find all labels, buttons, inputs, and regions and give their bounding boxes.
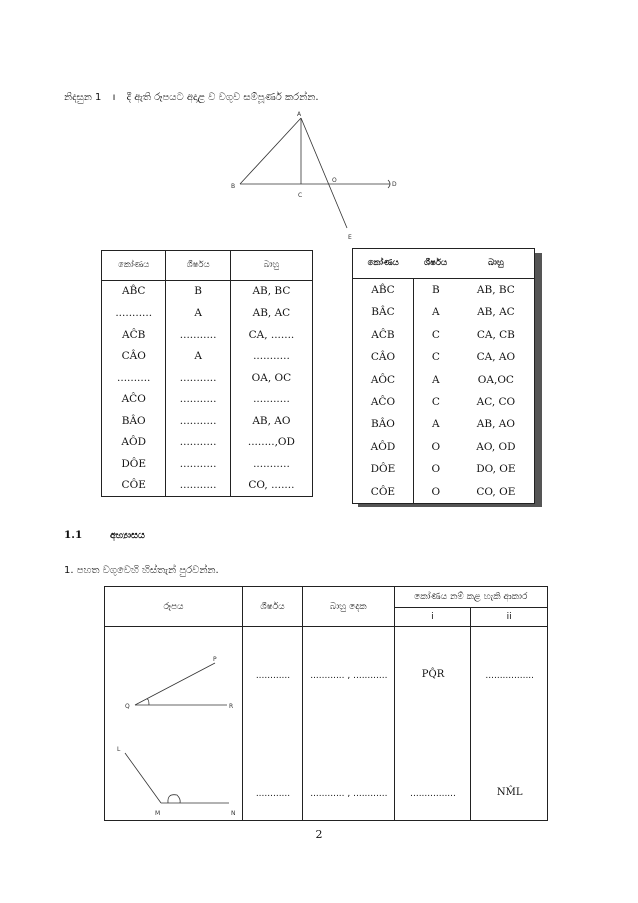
table-row: BÂO ........... AB, AO	[102, 410, 313, 432]
header-angle: කෝණය	[353, 249, 414, 279]
section-title: අභ්‍යාසය	[109, 530, 145, 541]
header-vertex: ශීර්ෂය	[166, 251, 230, 281]
header-two-arms: බාහු දෙක	[302, 587, 394, 627]
table-row: AÔC A OA,OC	[353, 368, 535, 390]
label-c: C	[298, 192, 303, 199]
naming-ii-cell	[471, 627, 548, 821]
label-d: D	[392, 181, 397, 188]
name-blank-1: .................	[485, 671, 535, 681]
header-vertex: ශීර්ෂය	[413, 249, 457, 279]
vertex-cell	[242, 627, 302, 821]
table-row: AĈB C CA, CB	[353, 323, 535, 345]
table-row: BÂC A AB, AC	[353, 301, 535, 323]
page-number: 2	[315, 828, 323, 841]
vertex-blank-2: ............	[255, 789, 291, 799]
table-header-row	[102, 251, 313, 281]
table-row: AB̂C B AB, BC	[353, 278, 535, 301]
table-row	[105, 627, 548, 821]
intro-text: දී ඇති රූපයට අදාළ ව වගුව සම්පූර්ණ කරන්න.	[126, 92, 319, 103]
table-row: CÔE O CO, OE	[353, 481, 535, 504]
exercise-instruction: 1. පහත වගුවෙහි හිස්තැන් පුරවන්න.	[64, 565, 219, 576]
table-row: AB̂C B AB, BC	[102, 280, 313, 302]
table-row: DÔE ........... ...........	[102, 453, 313, 475]
name-nml: NM̂L	[496, 787, 523, 798]
intro-line	[64, 92, 327, 103]
header-vertex: ශීර්ෂය	[242, 587, 302, 627]
exercise-fill-table	[104, 586, 548, 821]
table-header-row	[353, 249, 535, 279]
label-n: N	[231, 810, 236, 817]
section-heading	[64, 529, 145, 541]
label-r: R	[229, 703, 234, 710]
example-label: නිදසුන 1	[64, 92, 102, 103]
header-angle: කෝණය	[102, 251, 166, 281]
naming-i-cell	[394, 627, 471, 821]
table-row: DÔE O DO, OE	[353, 458, 535, 480]
label-m: M	[155, 810, 161, 817]
table-row: ........... A AB, AC	[102, 302, 313, 324]
triangle-figure	[225, 108, 405, 243]
label-l: L	[117, 746, 121, 753]
label-o: O	[332, 177, 337, 184]
exercise-table	[101, 250, 313, 497]
subheader-i: i	[394, 608, 471, 627]
header-naming-ways: කෝණය නම් කළ හැකි ආකාර	[394, 587, 548, 608]
table-row: CÂO C CA, AO	[353, 346, 535, 368]
label-b: B	[231, 183, 236, 190]
subheader-ii: ii	[471, 608, 548, 627]
arms-cell	[302, 627, 394, 821]
header-arms: බාහු	[458, 249, 535, 279]
table-row: .......... ........... OA, OC	[102, 367, 313, 389]
table-row: AÔD O AO, OD	[353, 436, 535, 458]
section-number: 1.1	[64, 529, 83, 541]
angle-figures	[105, 627, 241, 819]
vertex-blank-1: ............	[255, 671, 291, 681]
figure-cell	[105, 627, 243, 821]
name-blank-2: ................	[410, 789, 456, 799]
table-row: BÂO A AB, AO	[353, 413, 535, 435]
table-row: AĈO ........... ...........	[102, 388, 313, 410]
header-figure: රූපය	[105, 587, 243, 627]
table-row: CÔE ........... CO, .......	[102, 474, 313, 496]
separator-mark: ı	[112, 92, 116, 103]
table-row: AĈO C AC, CO	[353, 391, 535, 413]
label-e: E	[348, 234, 352, 241]
answer-table	[352, 248, 535, 504]
label-p: P	[213, 656, 217, 663]
label-a: A	[297, 111, 302, 118]
header-arms: බාහු	[230, 251, 312, 281]
table-row: AÔD ........... ........,OD	[102, 431, 313, 453]
name-pqr: PQ̂R	[421, 669, 445, 680]
table-header-row	[105, 587, 548, 608]
arms-blank-1: ............ , ............	[310, 671, 388, 681]
arms-blank-2: ............ , ............	[310, 789, 388, 799]
table-row: CÂO A ...........	[102, 345, 313, 367]
label-q: Q	[125, 703, 130, 710]
table-row: AĈB ........... CA, .......	[102, 324, 313, 346]
